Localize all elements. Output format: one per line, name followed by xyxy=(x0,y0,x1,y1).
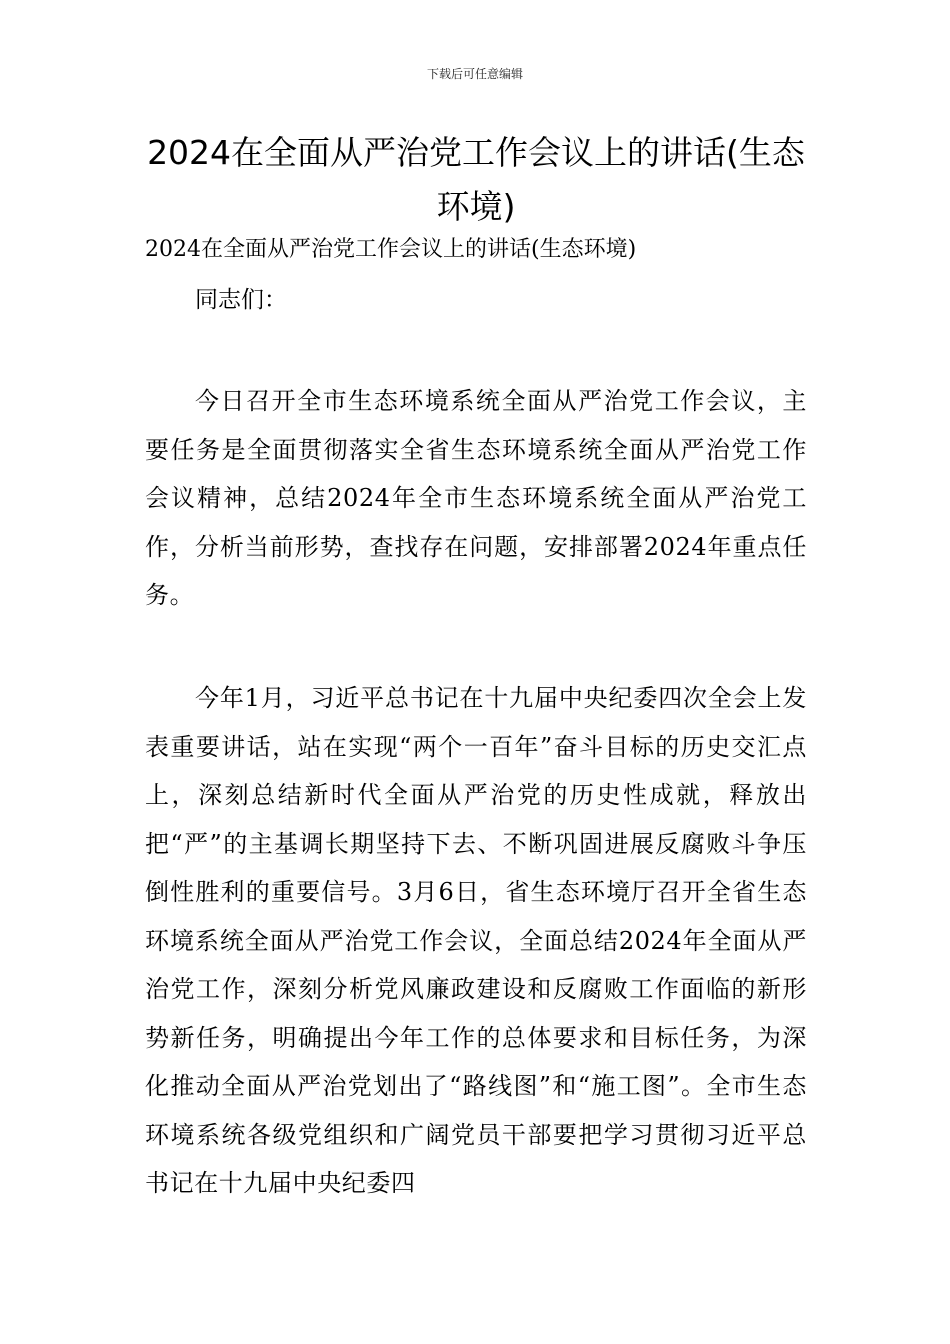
greeting: 同志们： xyxy=(195,287,287,313)
document-title: 2024在全面从严治党工作会议上的讲话(生态环境) xyxy=(147,133,805,226)
document-subtitle: 2024在全面从严治党工作会议上的讲话(生态环境) xyxy=(145,237,637,262)
header-note: 下载后可任意编辑 xyxy=(426,67,523,81)
paragraph: 今年1月，习近平总书记在十九届中央纪委四次全会上发表重要讲话，站在实现“两个一百年”奋斗目标的历史交汇点上，深刻总结新时代全面从严治党的历史性成就，释放出把“严”的主基调长期坚持下去、不断巩固进展反腐败斗争压倒性胜利的重要信号。3月6日，省生态环境厅召开全省生态环境系统全面从严治党工作会议，全面总结2024年全面从严治党工作，深刻分析党风廉政建设和反腐败工作面临的新形势新任务，明确提出今年工作的总体要求和目标任务，为深化推动全面从严治党划出了“路线图”和“施工图”。全市生态环境系统各级党组织和广阔党员干部要把学习贯彻习近平总书记在十九届中央纪委四 xyxy=(145,684,807,1197)
paragraph: 今日召开全市生态环境系统全面从严治党工作会议，主要任务是全面贯彻落实全省生态环境系统全面从严治党工作会议精神，总结2024年全市生态环境系统全面从严治党工作，分析当前形势，查找存在问题，安排部署2024年重点任务。 xyxy=(145,387,807,609)
